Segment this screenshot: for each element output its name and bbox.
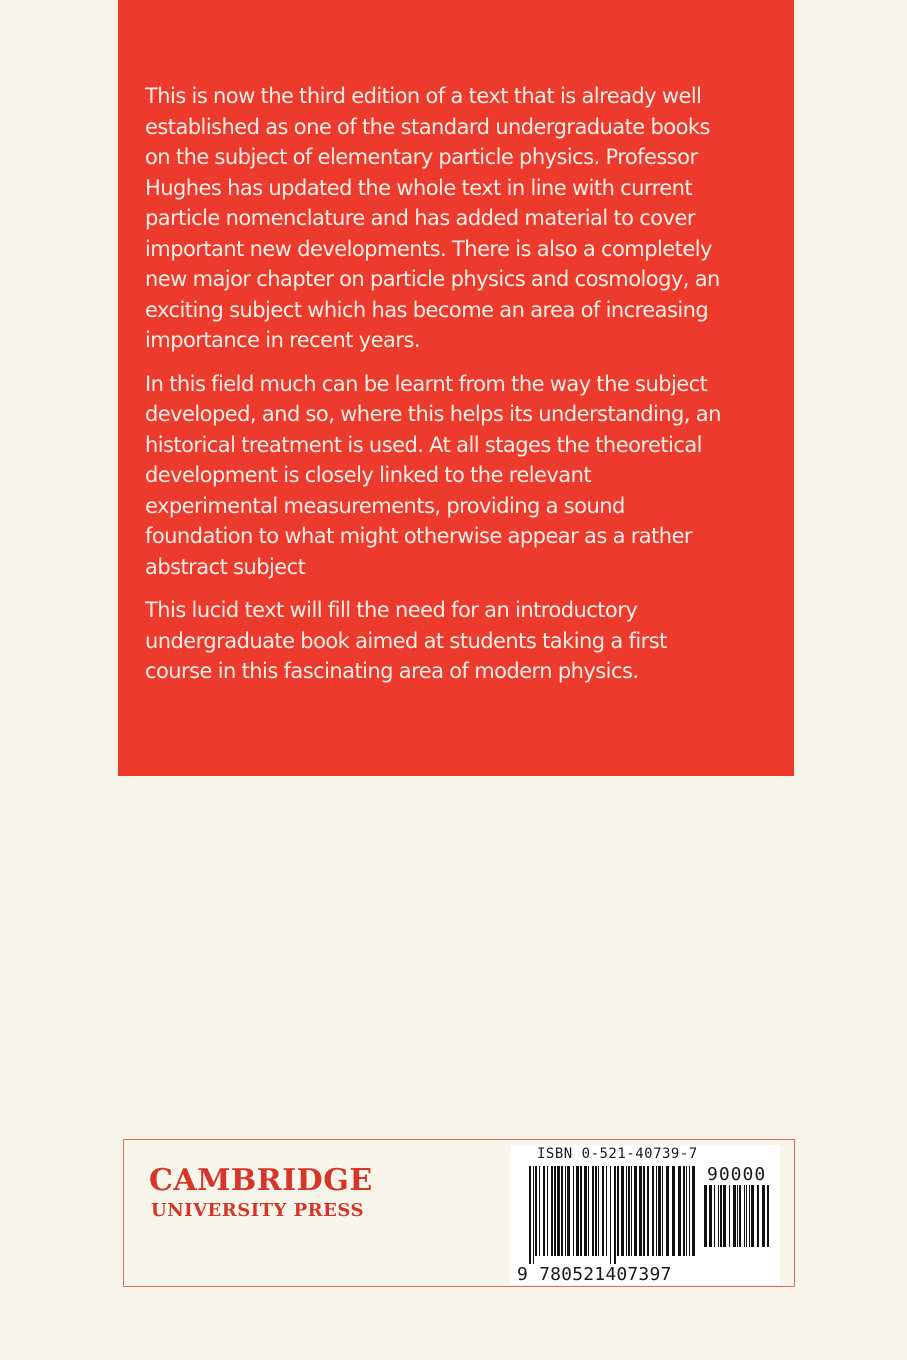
publisher-footer: [123, 1139, 795, 1287]
barcode-bar: [686, 1166, 687, 1256]
barcode-bar: [662, 1166, 663, 1256]
barcode-area: [510, 1145, 780, 1285]
barcode-bar: [683, 1166, 685, 1256]
blurb-panel: [118, 0, 794, 776]
barcode-bar: [539, 1166, 540, 1256]
barcode-bar: [762, 1185, 765, 1247]
ean-digits: [517, 1264, 672, 1285]
barcode-bar: [628, 1166, 630, 1256]
barcode-bar: [639, 1166, 642, 1256]
barcode-bar: [606, 1166, 607, 1256]
barcode-bar: [580, 1166, 582, 1256]
barcode-bar: [551, 1166, 553, 1256]
barcode-bar: [626, 1166, 627, 1256]
barcode-bar: [561, 1166, 563, 1256]
barcode-bar: [729, 1185, 730, 1247]
barcode-bar: [588, 1166, 589, 1256]
publisher-subtitle: UNIVERSITY PRESS: [151, 1200, 364, 1221]
barcode-bar: [621, 1166, 624, 1256]
barcode-bar: [672, 1166, 675, 1256]
barcode-bar: [610, 1166, 611, 1264]
barcode-bar: [723, 1185, 726, 1247]
barcode-bar: [595, 1166, 597, 1256]
ean-barcode: [528, 1166, 698, 1266]
barcode-bar: [565, 1166, 566, 1256]
barcode-bar: [739, 1185, 741, 1247]
barcode-bar: [557, 1166, 560, 1256]
barcode-bar: [567, 1166, 570, 1256]
barcode-bar: [733, 1185, 736, 1247]
barcode-bar: [554, 1166, 556, 1256]
barcode-bar: [656, 1166, 657, 1256]
barcode-bar: [704, 1185, 707, 1247]
barcode-bar: [634, 1166, 637, 1256]
addon-barcode: [703, 1185, 775, 1265]
barcode-bar: [678, 1166, 681, 1256]
barcode-bar: [602, 1166, 604, 1256]
barcode-bar: [631, 1166, 632, 1256]
barcode-bar: [737, 1185, 738, 1247]
barcode-bar: [709, 1185, 712, 1247]
barcode-bar: [666, 1166, 669, 1256]
publisher-logo: [149, 1164, 373, 1222]
barcode-bar: [617, 1166, 619, 1256]
barcode-bar: [547, 1166, 548, 1256]
barcode-bar: [718, 1185, 719, 1247]
barcode-bar: [652, 1166, 654, 1256]
barcode-bar: [543, 1166, 545, 1256]
barcode-bar: [720, 1185, 722, 1247]
barcode-bar: [592, 1166, 594, 1256]
barcode-bar: [584, 1166, 587, 1256]
barcode-bar: [535, 1166, 537, 1256]
publisher-name: CAMBRIDGE: [149, 1163, 373, 1198]
price-code: 90000: [707, 1164, 767, 1185]
barcode-bar: [751, 1185, 754, 1247]
blurb-paragraph-2: In this field much can be learnt from the way the subject developed, and so, where this helps its understanding, an historical treatment is used. At all stages the theoretical development is closely linked to the relevant experimental measurements, providing a sound foundation to what might otherwise appear as a rather abstract subject: [145, 371, 721, 579]
barcode-bar: [533, 1166, 534, 1264]
barcode-bar: [643, 1166, 645, 1256]
barcode-bar: [757, 1185, 759, 1247]
barcode-bar: [576, 1166, 579, 1256]
barcode-bar: [647, 1166, 649, 1256]
ean-main-digits: 780521407397: [539, 1264, 672, 1285]
barcode-bar: [689, 1166, 690, 1256]
ean-first-digit: 9: [517, 1264, 529, 1285]
barcode-bar: [744, 1185, 745, 1247]
blurb-paragraph-3: This lucid text will fill the need for an introductory undergraduate book aimed at students taking a first course in this fascinating area of modern physics.: [145, 598, 667, 683]
barcode-bar: [749, 1185, 750, 1247]
barcode-bar: [598, 1166, 599, 1256]
barcode-bar: [614, 1166, 616, 1264]
barcode-bar: [573, 1166, 574, 1256]
barcode-bar: [746, 1185, 747, 1247]
barcode-bar: [658, 1166, 661, 1256]
blurb-paragraph-1: This is now the third edition of a text that is already well established as one of the standard undergraduate books on the subject of elementary particle physics. Professor Hughes has updated the whole text in line with current particle nomenclature and has added material to cover important new developments. There is also a completely new major chapter on particle physics and cosmology, an exciting subject which has become an area of increasing importance in recent years.: [145, 84, 720, 352]
isbn-label: ISBN 0-521-40739-7: [537, 1146, 698, 1162]
barcode-bar: [692, 1166, 695, 1256]
barcode-bar: [529, 1166, 531, 1264]
barcode-bar: [714, 1185, 715, 1247]
barcode-bar: [767, 1185, 769, 1247]
